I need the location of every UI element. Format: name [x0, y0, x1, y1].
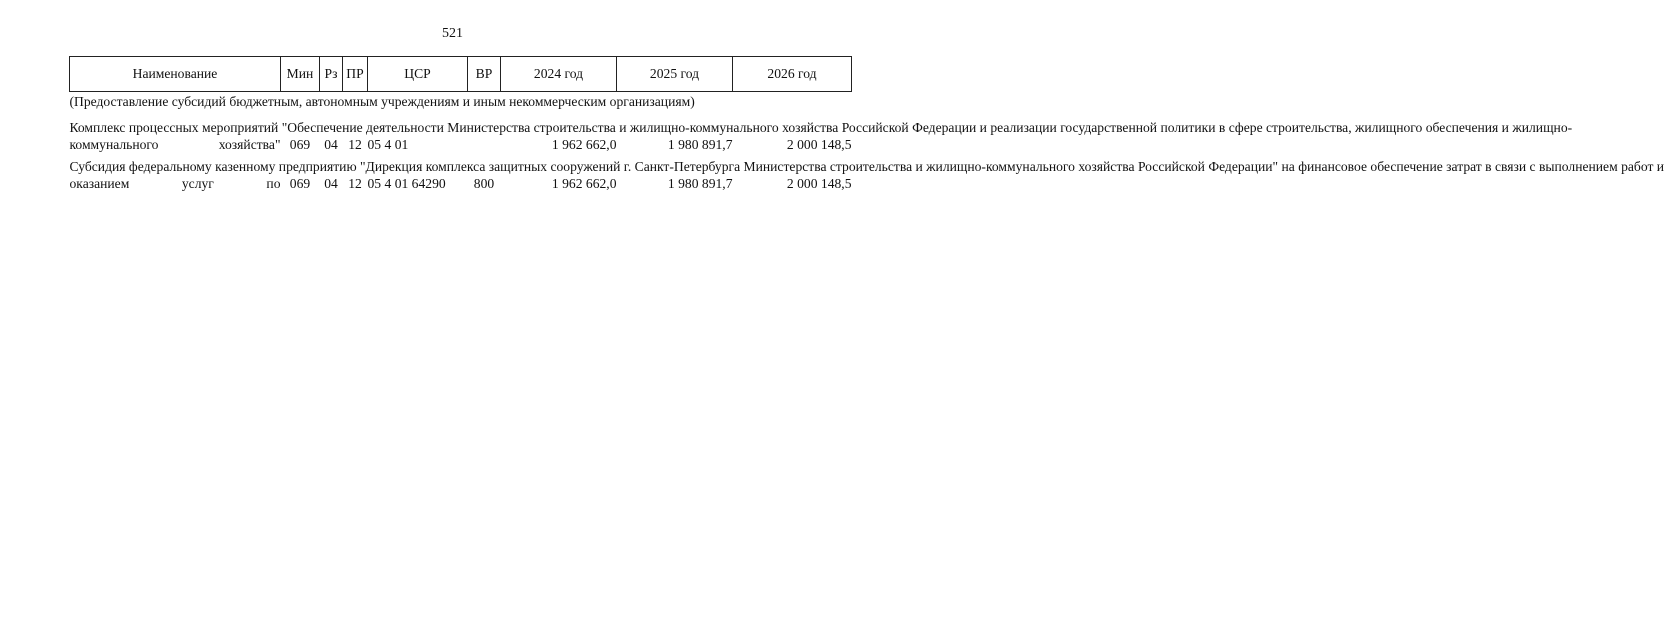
row-pr: 12 [348, 175, 362, 191]
row-min: 069 [289, 175, 311, 191]
row-2024: 1 962 662,0 [551, 136, 617, 152]
row-pr: 12 [348, 136, 362, 152]
header-2026: 2026 год [733, 57, 852, 92]
row-2026: 2 000 148,5 [786, 175, 852, 191]
row-2026 [733, 92, 852, 121]
table-row [70, 159, 852, 192]
row-min: 069 [289, 136, 311, 152]
row-rz: 04 [324, 136, 338, 152]
row-name: Субсидия федеральному казенному предприятию "Дирекция комплекса защитных сооружений г. Санкт-Петербурга Министерства строительства и жилищно-коммунального хозяйства Российской Федерации" на финансовое обеспечение затрат в связи с выполнением работ и оказанием услуг по [69, 159, 1664, 191]
header-vr: ВР [468, 57, 501, 92]
row-2025: 1 980 891,7 [667, 175, 733, 191]
page-number: 521 [442, 26, 463, 41]
row-csr: 05 4 01 64290 [367, 175, 446, 191]
header-rz: Рз [320, 57, 343, 92]
header-pr: ПР [343, 57, 368, 92]
row-rz: 04 [324, 175, 338, 191]
header-csr: ЦСР [368, 57, 468, 92]
row-2024: 1 962 662,0 [551, 175, 617, 191]
header-2024: 2024 год [501, 57, 617, 92]
row-csr: 05 4 01 [367, 136, 409, 152]
row-name: Комплекс процессных мероприятий "Обеспечение деятельности Министерства строительства и жилищно-коммунального хозяйства Российской Федерации и реализации государственной политики в сфере строительства, жилищного обеспечения и жилищно- коммунального хозяйства" [69, 120, 1573, 152]
row-2026: 2 000 148,5 [786, 136, 852, 152]
table-row [70, 92, 852, 121]
budget-table [69, 56, 1664, 192]
table-row [70, 120, 852, 159]
header-min: Мин [281, 57, 320, 92]
row-name: (Предоставление субсидий бюджетным, автономным учреждениям и иным некоммерческим организациям) [69, 94, 695, 109]
header-name: Наименование [70, 57, 281, 92]
table-header-row [70, 57, 852, 92]
row-vr: 800 [473, 175, 495, 191]
header-2025: 2025 год [617, 57, 733, 92]
row-2025: 1 980 891,7 [667, 136, 733, 152]
